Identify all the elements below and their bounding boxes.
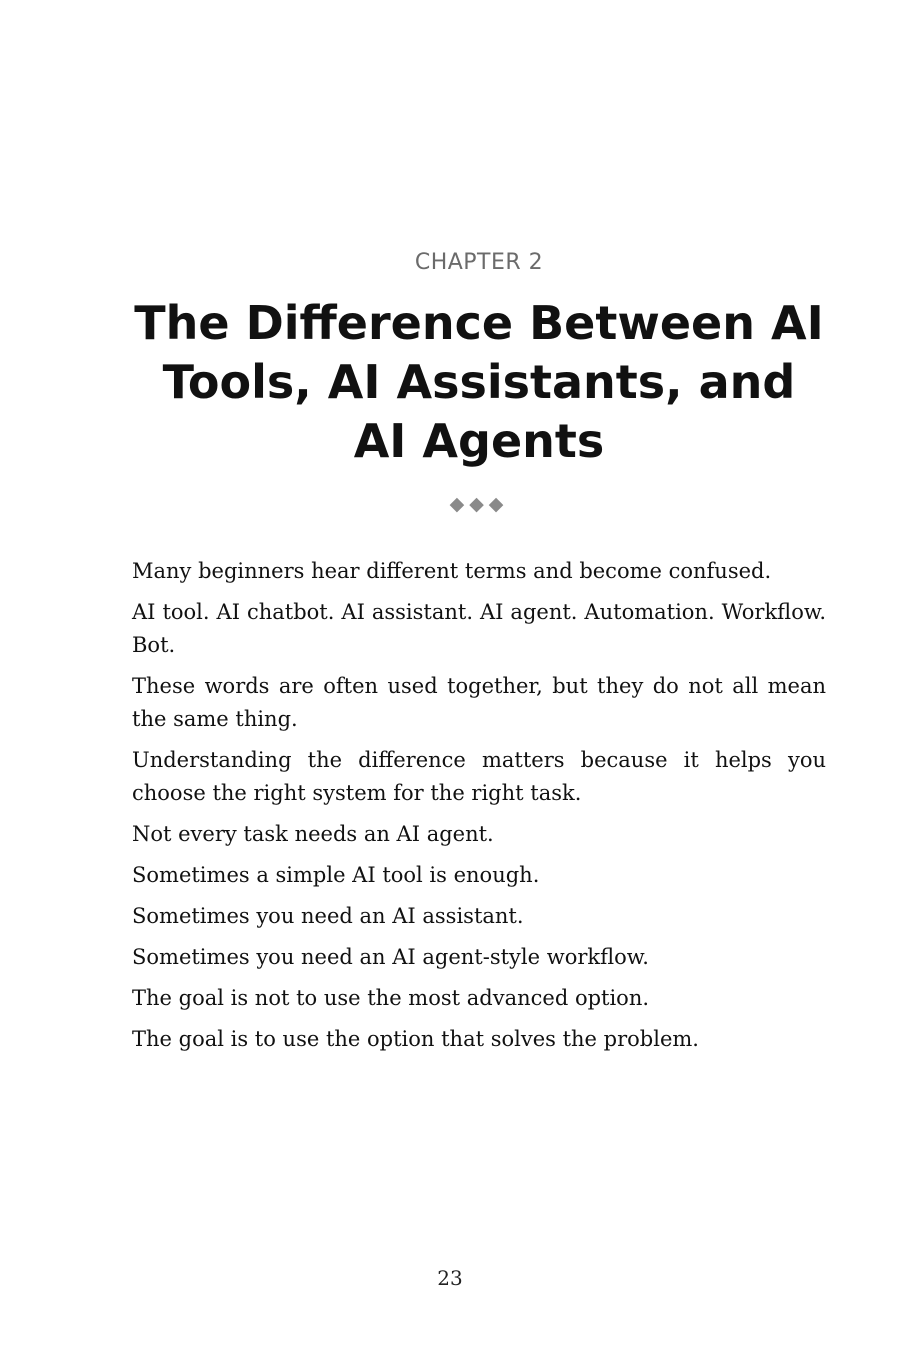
paragraph: The goal is not to use the most advanced option. [132, 986, 650, 1010]
chapter-title: The Difference Between AI Tools, AI Assistants, and AI Agents [134, 296, 824, 468]
paragraph: AI tool. AI chatbot. AI assistant. AI agent. Automation. Workflow. Bot. [132, 600, 826, 657]
paragraph: Not every task needs an AI agent. [132, 822, 494, 846]
chapter-body [132, 555, 826, 1064]
section-ornament: ◆◆◆ [449, 493, 509, 515]
page-number: 23 [437, 1266, 463, 1290]
paragraph: These words are often used together, but they do not all mean the same thing. [132, 674, 826, 731]
chapter-label: CHAPTER 2 [414, 250, 544, 275]
paragraph: The goal is to use the option that solves the problem. [132, 1027, 699, 1051]
paragraph: Many beginners hear different terms and become confused. [132, 559, 772, 583]
paragraph: Sometimes you need an AI agent-style workflow. [132, 945, 649, 969]
paragraph: Understanding the difference matters because it helps you choose the right system for the right task. [132, 748, 826, 805]
paragraph: Sometimes a simple AI tool is enough. [132, 863, 540, 887]
paragraph: Sometimes you need an AI assistant. [132, 904, 524, 928]
